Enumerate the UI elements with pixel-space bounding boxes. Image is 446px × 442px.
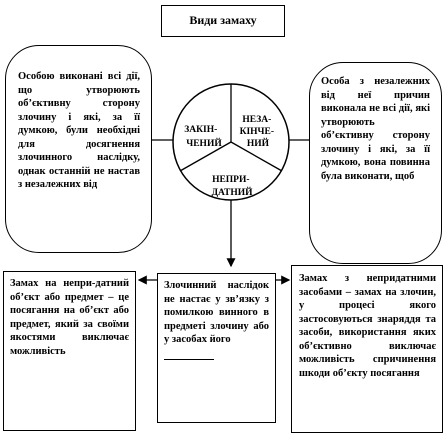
blank-underline: [164, 347, 214, 360]
finished-definition-text: Особою виконані всі дії, що утворюють об’єктивну сторону злочину і які, за її думкою, були необхідні для досягнення злочинного наслідку, однак останній не настав з незалежних від: [18, 71, 140, 190]
unfit-means-text: Замах з непридатними засобами – замах на злочин, у процесі якого застосовуються знаряддя та засоби, використання яких об’єктивно виключає можливість спричинення шкоди об’єкту посягання: [299, 273, 436, 379]
type-unfinished: НЕЗА- КІНЧЕ- НИЙ: [239, 115, 275, 149]
unfit-means-definition: [291, 265, 443, 433]
type-unfit: НЕПРИ- ДАТНИЙ: [211, 175, 253, 198]
unfinished-definition-text: Особа з незалежних від неї причин виконала не всі дії, які утворюють об’єктивну сторону злочину і які, за її думкою, вона повинна була виконати, щоб: [321, 76, 430, 182]
finished-attempt-definition: [5, 45, 152, 253]
unfinished-attempt-definition: [309, 62, 442, 264]
unfit-object-definition: [3, 271, 136, 431]
title-text: Види замаху: [189, 13, 257, 28]
type-finished: ЗАКІН- ЧЕНИЙ: [184, 125, 222, 149]
diagram-title: [161, 5, 285, 37]
unfit-object-text: Замах на непри-датний об’єкт або предмет – це посягання на об’єкт або предмет, який за своїми якостями виключає можливість: [10, 278, 129, 357]
unfit-attempt-definition: [157, 273, 276, 423]
unfit-attempt-text: Злочинний наслідок не настає у зв’язку з помилкою винного в предметі злочину або у засобах його: [164, 280, 269, 345]
types-pie: [173, 84, 289, 200]
